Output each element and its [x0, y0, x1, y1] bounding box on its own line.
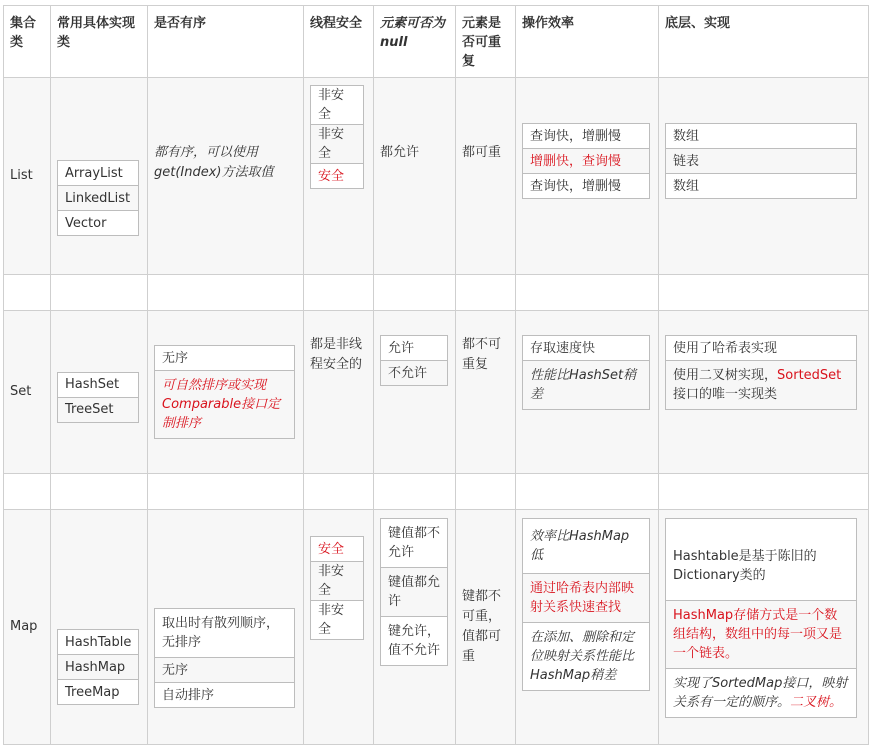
set-underlying-1 — [666, 361, 857, 410]
map-efficiency-box — [522, 518, 650, 691]
list-name: List — [4, 78, 51, 275]
spacer-row — [4, 275, 869, 311]
set-nullable-box — [380, 335, 448, 386]
map-efficiency-2: 在添加、删除和定位映射关系性能比HashMap稍差 — [523, 623, 650, 691]
list-underlying-0: 数组 — [666, 124, 857, 149]
spacer-row — [4, 474, 869, 510]
set-underlying-1-red: SortedSet — [777, 368, 842, 383]
map-safety-cell — [304, 510, 374, 745]
list-safety-1: 非安全 — [311, 125, 364, 164]
list-efficiency-1: 增删快，查询慢 — [523, 149, 650, 174]
set-row — [4, 311, 869, 474]
map-safety-box — [310, 536, 364, 640]
list-impl-2: Vector — [58, 211, 139, 236]
list-impl-cell — [51, 78, 148, 275]
collection-table — [3, 5, 869, 745]
map-impl-cell — [51, 510, 148, 745]
header-nullable: 元素可否为null — [374, 6, 456, 78]
set-underlying-0: 使用了哈希表实现 — [666, 336, 857, 361]
header-impl: 常用具体实现类 — [51, 6, 148, 78]
map-impl-0: HashTable — [58, 630, 139, 655]
map-underlying-cell — [659, 510, 869, 745]
list-duplicate: 都可重 — [456, 78, 516, 275]
set-underlying-1-suffix: 接口的唯一实现类 — [673, 387, 778, 402]
header-duplicate: 元素是否可重复 — [456, 6, 516, 78]
map-nullable-1: 键值都允许 — [381, 568, 448, 617]
map-ordered-cell — [148, 510, 304, 745]
set-impl-0: HashSet — [58, 372, 139, 397]
map-ordered-2: 自动排序 — [155, 683, 295, 708]
map-nullable-box — [380, 518, 448, 666]
header-thread-safe: 线程安全 — [304, 6, 374, 78]
list-efficiency-0: 查询快，增删慢 — [523, 124, 650, 149]
map-underlying-1: HashMap存储方式是一个数组结构，数组中的每一项又是一个链表。 — [666, 601, 857, 669]
list-underlying-2: 数组 — [666, 174, 857, 199]
map-ordered-0: 取出时有散列顺序，无排序 — [155, 609, 295, 658]
header-ordered: 是否有序 — [148, 6, 304, 78]
set-impl-cell — [51, 311, 148, 474]
map-safety-0: 安全 — [311, 537, 364, 562]
list-safety-box — [310, 85, 364, 189]
map-impl-1: HashMap — [58, 655, 139, 680]
list-impl-0: ArrayList — [58, 161, 139, 186]
set-ordered-cell — [148, 311, 304, 474]
set-safety: 都是非线程安全的 — [304, 311, 374, 474]
set-impl-1: TreeSet — [58, 397, 139, 422]
map-safety-2: 非安全 — [311, 601, 364, 640]
header-underlying: 底层、实现 — [659, 6, 869, 78]
set-efficiency-0: 存取速度快 — [523, 336, 650, 361]
map-safety-1: 非安全 — [311, 562, 364, 601]
set-ordered-box — [154, 345, 295, 439]
list-efficiency-cell — [516, 78, 659, 275]
list-impl-1: LinkedList — [58, 186, 139, 211]
map-duplicate: 键都不可重，值都可重 — [456, 510, 516, 745]
map-nullable-2: 键允许，值不允许 — [381, 617, 448, 666]
set-nullable-cell — [374, 311, 456, 474]
list-safety-cell — [304, 78, 374, 275]
map-ordered-1: 无序 — [155, 658, 295, 683]
set-duplicate: 都不可重复 — [456, 311, 516, 474]
list-ordered: 都有序，可以使用get(Index)方法取值 — [148, 78, 304, 275]
list-row — [4, 78, 869, 275]
set-efficiency-box — [522, 335, 650, 410]
set-efficiency-cell — [516, 311, 659, 474]
set-ordered-1: 可自然排序或实现Comparable接口定制排序 — [155, 371, 295, 439]
header-efficiency: 操作效率 — [516, 6, 659, 78]
map-underlying-2-prefix: 实现了SortedMap接口，映射关系有一定的顺序。 — [673, 676, 848, 710]
map-impl-box — [57, 629, 139, 705]
map-underlying-0: Hashtable是基于陈旧的Dictionary类的 — [666, 519, 857, 601]
list-efficiency-2: 查询快，增删慢 — [523, 174, 650, 199]
map-ordered-box — [154, 608, 295, 708]
list-impl-box — [57, 160, 139, 236]
map-underlying-2-red: 二叉树。 — [790, 695, 843, 710]
collection-comparison — [3, 5, 869, 745]
set-nullable-1: 不允许 — [381, 361, 448, 386]
list-safety-0: 非安全 — [311, 86, 364, 125]
list-underlying-box — [665, 123, 857, 199]
list-underlying-cell — [659, 78, 869, 275]
list-efficiency-box — [522, 123, 650, 199]
map-underlying-box — [665, 518, 857, 718]
set-impl-box — [57, 372, 139, 423]
map-efficiency-1: 通过哈希表内部映射关系快速查找 — [523, 574, 650, 623]
header-category: 集合类 — [4, 6, 51, 78]
map-nullable-0: 键值都不允许 — [381, 519, 448, 568]
map-nullable-cell — [374, 510, 456, 745]
list-underlying-1: 链表 — [666, 149, 857, 174]
map-name: Map — [4, 510, 51, 745]
set-underlying-1-prefix: 使用二叉树实现， — [673, 368, 778, 383]
map-row — [4, 510, 869, 745]
map-impl-2: TreeMap — [58, 680, 139, 705]
set-underlying-box — [665, 335, 857, 410]
list-safety-2: 安全 — [311, 164, 364, 189]
set-efficiency-1: 性能比HashSet稍差 — [523, 361, 650, 410]
set-ordered-0: 无序 — [155, 346, 295, 371]
set-nullable-0: 允许 — [381, 336, 448, 361]
list-nullable: 都允许 — [374, 78, 456, 275]
map-underlying-2 — [666, 669, 857, 718]
set-underlying-cell — [659, 311, 869, 474]
map-efficiency-0: 效率比HashMap低 — [523, 519, 650, 574]
map-efficiency-cell — [516, 510, 659, 745]
set-name: Set — [4, 311, 51, 474]
header-row — [4, 6, 869, 78]
